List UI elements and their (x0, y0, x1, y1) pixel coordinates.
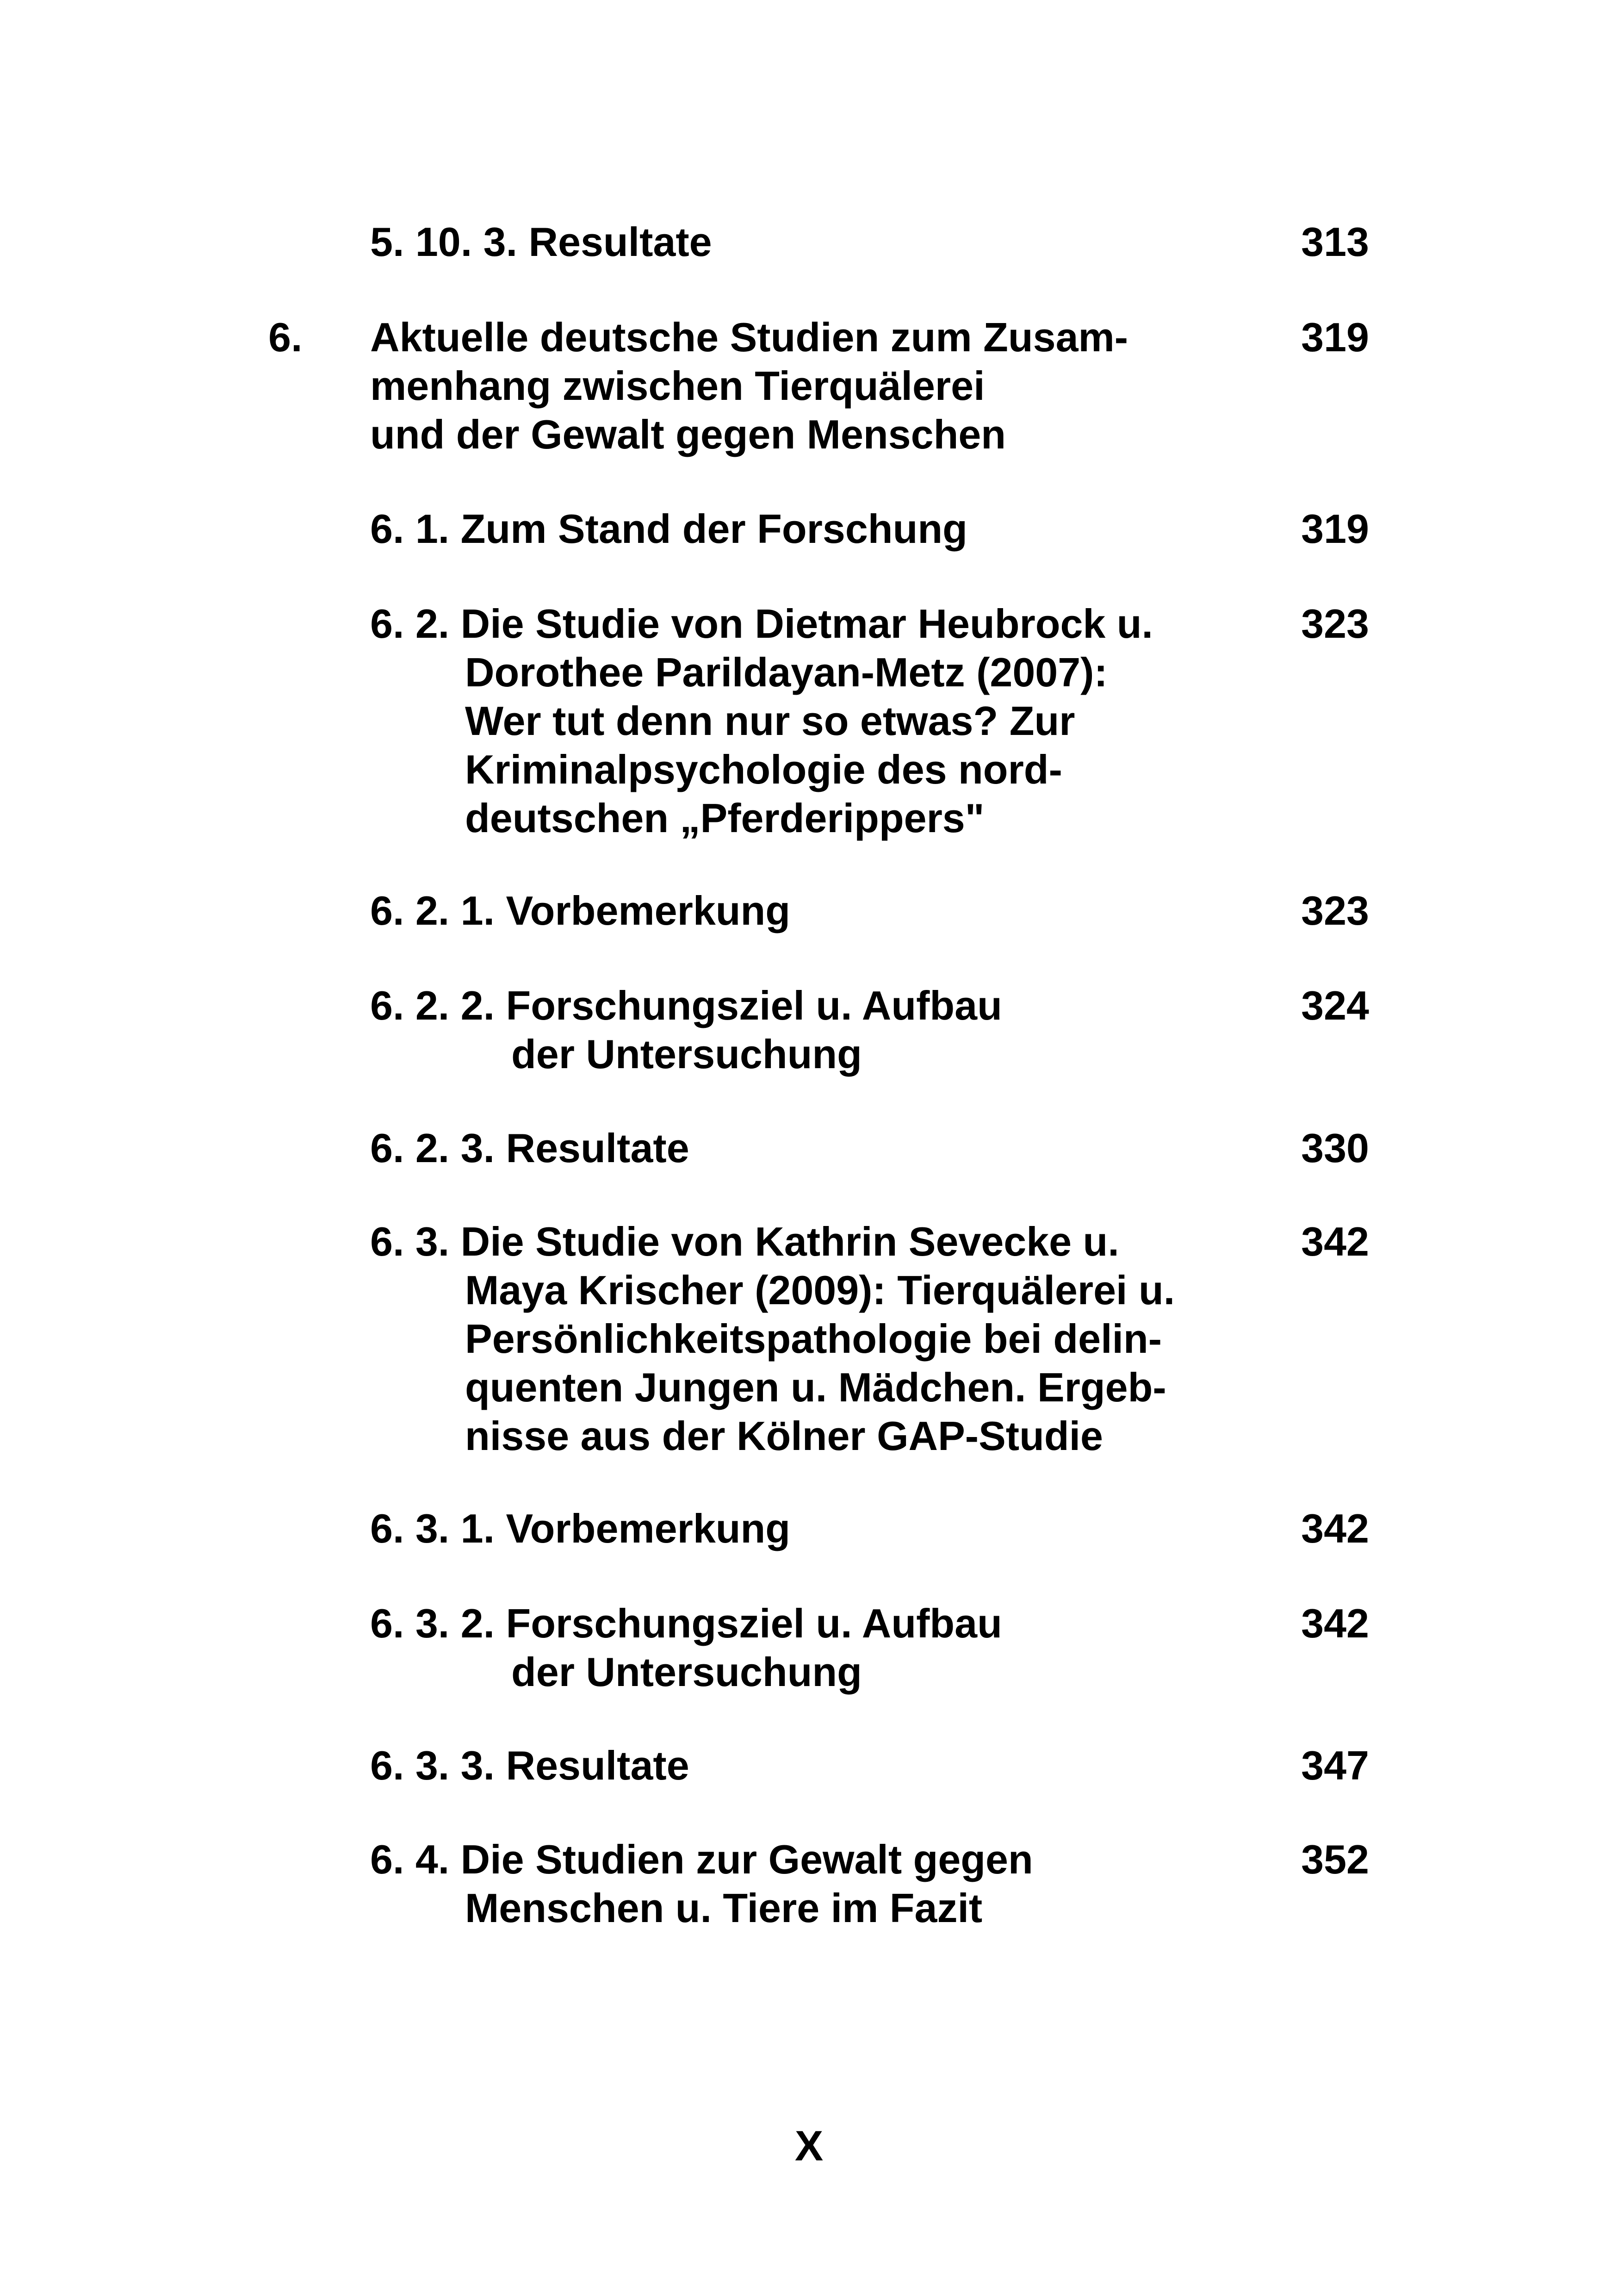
toc-line: Persönlichkeitspathologie bei delin- (465, 1316, 1162, 1362)
toc-page-number: 347 (1301, 1742, 1369, 1788)
toc-page-number: 313 (1301, 219, 1369, 265)
toc-entry-title (370, 886, 790, 935)
toc-line: Maya Krischer (2009): Tierquälerei u. (465, 1267, 1175, 1313)
toc-line: der Untersuchung (511, 1649, 862, 1695)
toc-page-number: 319 (1301, 314, 1369, 360)
toc-page-number: 324 (1301, 983, 1369, 1028)
toc-line: deutschen „Pferderippers" (465, 795, 985, 841)
toc-line: der Untersuchung (511, 1031, 862, 1077)
toc-line: Wer tut denn nur so etwas? Zur (465, 698, 1075, 744)
toc-line: Menschen u. Tiere im Fazit (465, 1885, 983, 1931)
toc-page-number: 342 (1301, 1600, 1369, 1646)
toc-page-number: 330 (1301, 1125, 1369, 1171)
toc-entry-title (370, 504, 967, 553)
toc-entry-6-3-1 (0, 1504, 1618, 1553)
toc-entry-6-2 (0, 599, 1618, 841)
toc-entry-title (370, 1599, 1002, 1696)
toc-page-number: 323 (1301, 601, 1369, 647)
toc-line: 6. 2. Die Studie von Dietmar Heubrock u. (370, 601, 1153, 647)
toc-entry-6 (0, 313, 1618, 457)
toc-entry-title (370, 981, 1002, 1078)
toc-entry-6-3-3 (0, 1741, 1618, 1790)
toc-line: 6. 2. 3. Resultate (370, 1125, 689, 1171)
toc-entry-5-10-3 (0, 218, 1618, 266)
toc-entry-6-4 (0, 1835, 1618, 1931)
toc-entry-title (370, 599, 1153, 842)
toc-entry-title (370, 218, 712, 266)
toc-line: 6. 2. 1. Vorbemerkung (370, 888, 791, 933)
toc-line: 6. 3. 1. Vorbemerkung (370, 1506, 791, 1551)
toc-line: 6. 3. 2. Forschungsziel u. Aufbau (370, 1600, 1002, 1646)
toc-line: 6. 3. 3. Resultate (370, 1742, 689, 1788)
toc-entry-title (370, 1741, 689, 1790)
toc-entry-title (370, 1217, 1175, 1460)
toc-line: 6. 3. Die Studie von Kathrin Sevecke u. (370, 1219, 1119, 1264)
toc-chapter-number: 6. (268, 314, 303, 360)
toc-line: 6. 1. Zum Stand der Forschung (370, 506, 967, 552)
toc-entry-6-2-2 (0, 981, 1618, 1077)
toc-entry-title (370, 1124, 689, 1172)
toc-line: Kriminalpsychologie des nord- (465, 747, 1062, 792)
toc-line: Aktuelle deutsche Studien zum Zusam- (370, 314, 1128, 360)
toc-entry-6-3 (0, 1217, 1618, 1459)
toc-page-number: 319 (1301, 506, 1369, 552)
toc-page-number: 323 (1301, 888, 1369, 933)
toc-entry-title (370, 1835, 1033, 1932)
toc-line: 6. 4. Die Studien zur Gewalt gegen (370, 1836, 1033, 1882)
toc-line: 6. 2. 2. Forschungsziel u. Aufbau (370, 983, 1002, 1028)
toc-line: Dorothee Parildayan-Metz (2007): (465, 649, 1108, 695)
toc-line: 5. 10. 3. Resultate (370, 219, 712, 265)
toc-page-number: 352 (1301, 1836, 1369, 1882)
toc-line: quenten Jungen u. Mädchen. Ergeb- (465, 1364, 1166, 1410)
toc-entry-6-2-1 (0, 886, 1618, 935)
page-folio: X (794, 2122, 824, 2170)
toc-entry-6-3-2 (0, 1599, 1618, 1695)
toc-entry-6-2-3 (0, 1124, 1618, 1172)
toc-line: menhang zwischen Tierquälerei (370, 363, 985, 409)
toc-entry-title (370, 313, 1128, 459)
toc-line: nisse aus der Kölner GAP-Studie (465, 1413, 1103, 1459)
toc-entry-title (370, 1504, 790, 1553)
toc-entry-6-1 (0, 504, 1618, 553)
toc-line: und der Gewalt gegen Menschen (370, 411, 1006, 457)
toc-page-number: 342 (1301, 1219, 1369, 1264)
toc-page-number: 342 (1301, 1506, 1369, 1551)
